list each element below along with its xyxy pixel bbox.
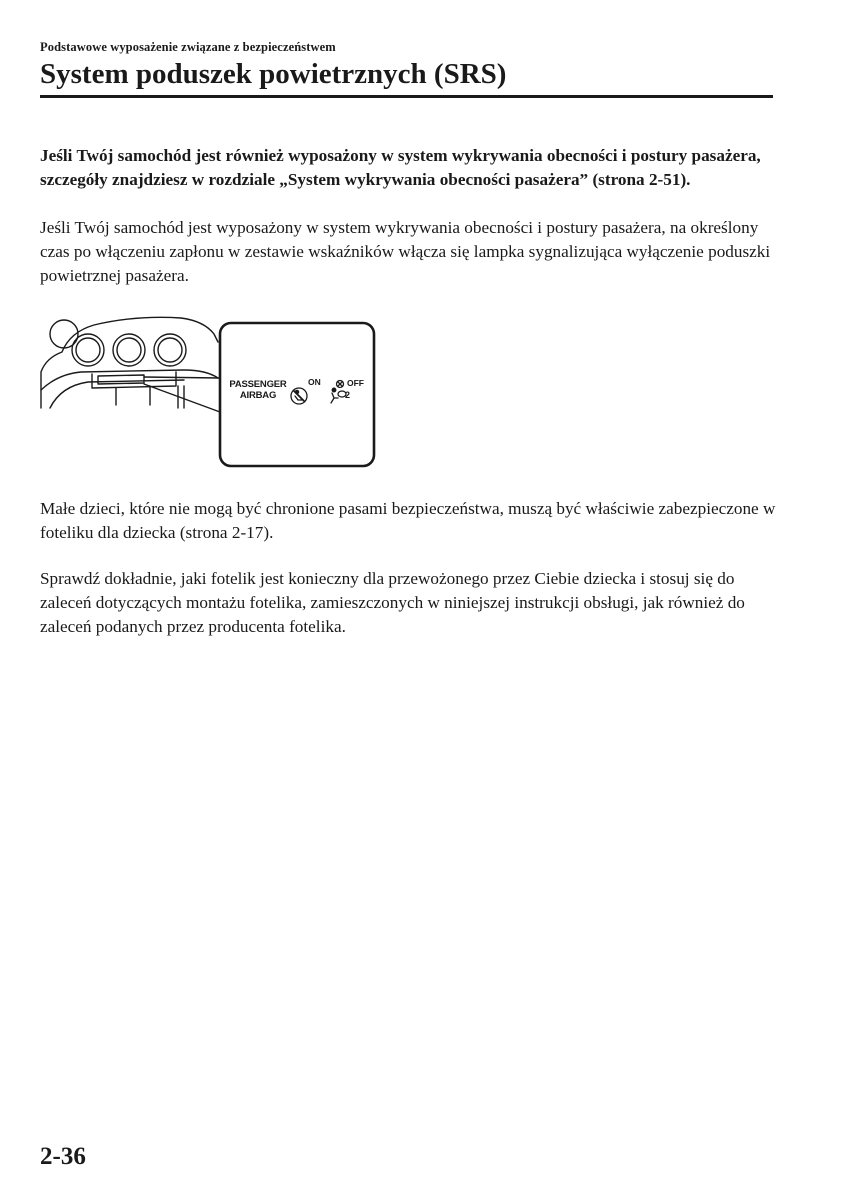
dashboard-figure — [36, 312, 378, 470]
figure-label-on: ON — [308, 377, 321, 387]
paragraph-indicator-info: Jeśli Twój samochód jest wyposażony w system wykrywania obecności i postury pasażera, na określony czas po włączeniu zapłonu w zestawie wskaźników włącza się lampka sygnalizująca wyłączenie poduszki powietrznej pasażera. — [40, 218, 771, 286]
paragraph-child-seat-check: Sprawdź dokładnie, jaki fotelik jest konieczny dla przewożonego przez Ciebie dziecka i stosuj się do zaleceń dotyczących montażu fotelika, zamieszczonych w niniejszej instrukcji obsługi, jak również do zaleceń podanych przez producenta fotelika. — [40, 569, 745, 637]
passenger-airbag-on-icon — [331, 381, 346, 404]
section-label: Podstawowe wyposażenie związane z bezpieczeństwem — [40, 40, 336, 54]
passenger-airbag-off-icon — [291, 388, 307, 404]
figure-label-off: OFF — [347, 378, 364, 388]
figure-label-airbag: AIRBAG — [239, 390, 277, 401]
page-number: 2-36 — [40, 1143, 86, 1170]
dashboard-drawing — [41, 317, 220, 412]
page-title: System poduszek powietrznych (SRS) — [40, 58, 507, 90]
bold-paragraph: Jeśli Twój samochód jest również wyposażony w system wykrywania obecności i postury pasażera, szczegóły znajdziesz w rozdziale „System wykrywania obecności pasażera” (strona 2-51). — [40, 146, 761, 190]
paragraph-child-safety: Małe dzieci, które nie mogą być chronione pasami bezpieczeństwa, muszą być właściwie zabezpieczone w foteliku dla dziecka (strona 2-17). — [40, 499, 776, 543]
figure-label-off-number: 2 — [345, 390, 351, 400]
figure-label-passenger: PASSENGER — [229, 379, 287, 390]
title-divider — [40, 95, 773, 98]
